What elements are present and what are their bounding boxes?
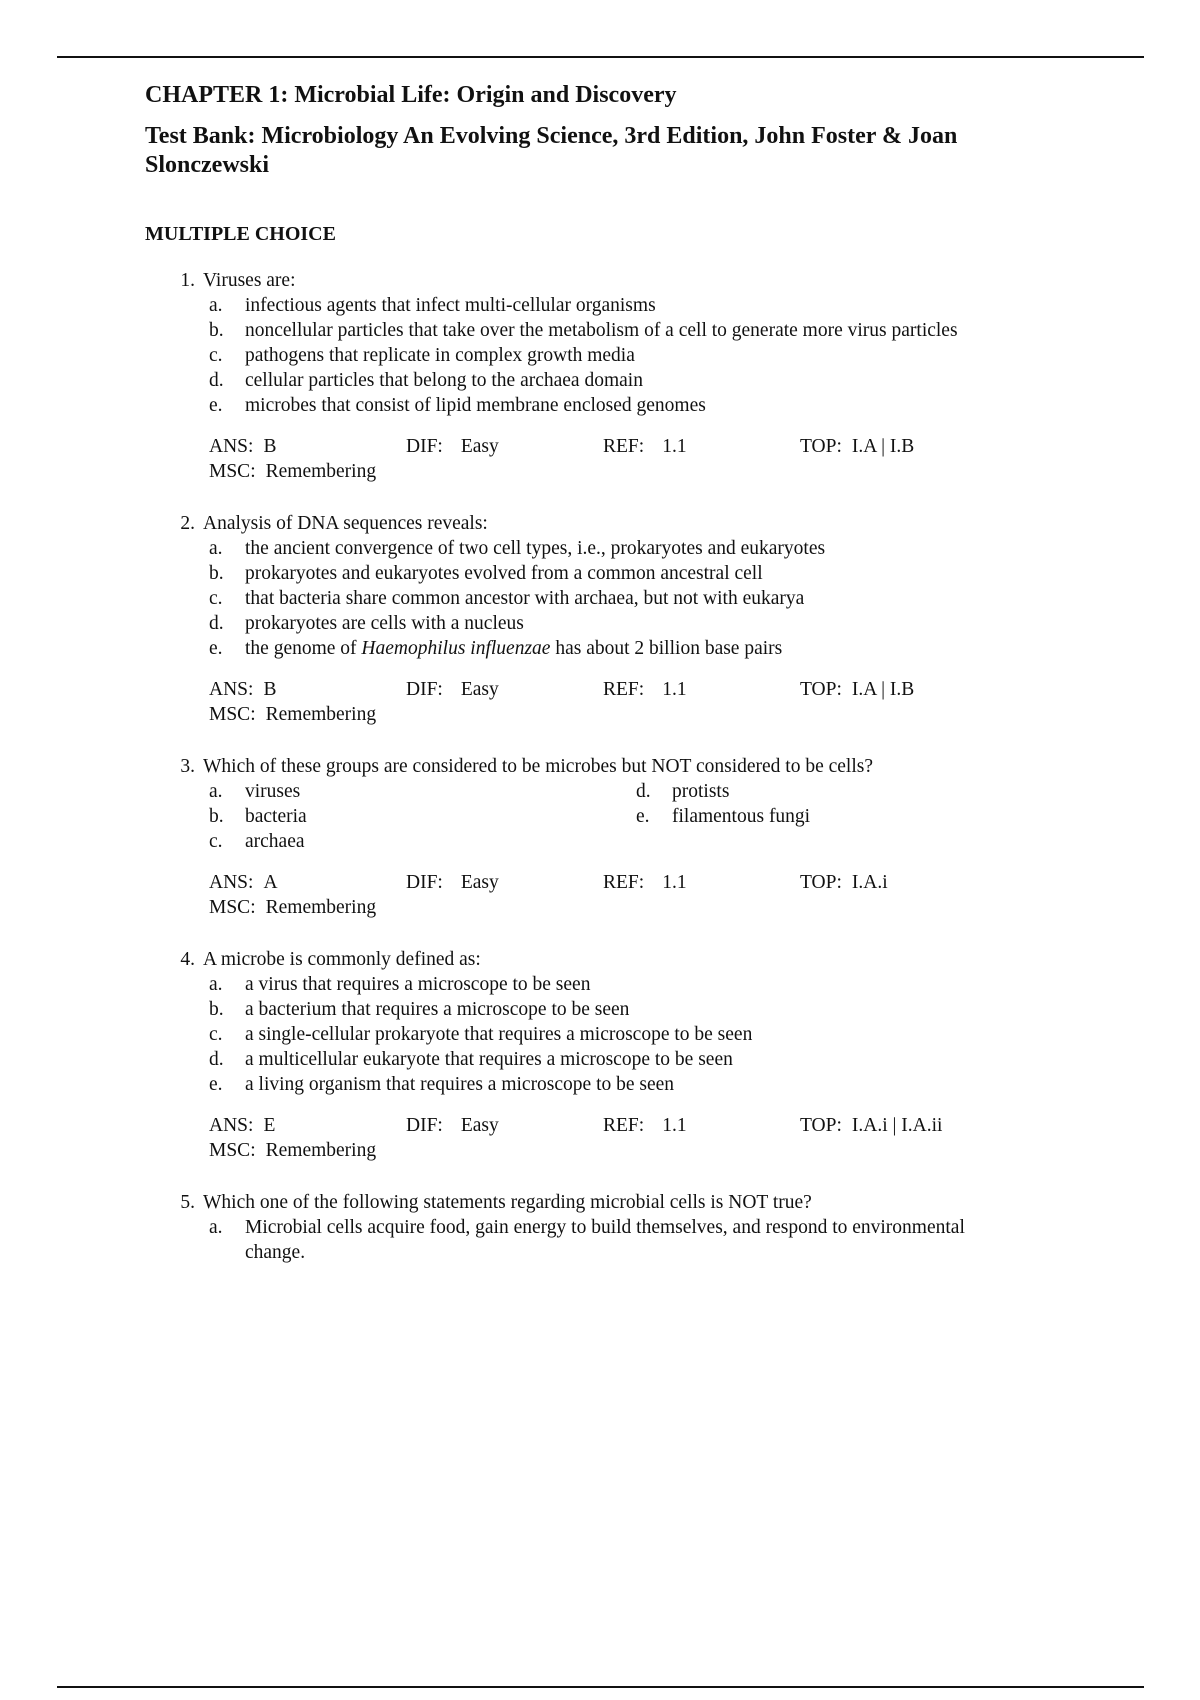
question-1 <box>145 268 1065 484</box>
options-list <box>209 536 1065 661</box>
answer-meta <box>209 677 1065 727</box>
msc: MSC: Remembering <box>209 704 377 725</box>
answer-meta <box>209 1113 1065 1163</box>
chapter-title: CHAPTER 1: Microbial Life: Origin and Discovery <box>145 82 677 108</box>
option-e: e. the genome of Haemophilus influenzae has about 2 billion base pairs <box>209 638 783 659</box>
option-e: e. a living organism that requires a microscope to be seen <box>209 1074 675 1095</box>
reference: REF: 1.1 <box>603 436 687 457</box>
options-list <box>209 293 1065 418</box>
option-a: a. viruses <box>209 781 301 802</box>
question-text: Viruses are: <box>203 270 296 291</box>
question-number: 3. <box>180 756 195 777</box>
option-b: b. prokaryotes and eukaryotes evolved from a common ancestral cell <box>209 563 763 584</box>
question-3 <box>145 754 1065 920</box>
option-a: a. a virus that requires a microscope to be seen <box>209 974 591 995</box>
msc: MSC: Remembering <box>209 461 377 482</box>
option-e: e. microbes that consist of lipid membrane enclosed genomes <box>209 395 706 416</box>
reference: REF: 1.1 <box>603 1115 687 1136</box>
options-list <box>209 779 1065 854</box>
answer-key: ANS: E <box>209 1115 276 1136</box>
topic: TOP: I.A.i | I.A.ii <box>800 1115 943 1136</box>
species-name: Haemophilus influenzae <box>361 638 551 659</box>
topic: TOP: I.A | I.B <box>800 679 915 700</box>
options-list <box>209 972 1065 1097</box>
reference: REF: 1.1 <box>603 679 687 700</box>
question-text: Which of these groups are considered to be microbes but NOT considered to be cells? <box>203 756 874 777</box>
answer-meta <box>209 870 1065 920</box>
option-a: a. Microbial cells acquire food, gain energy to build themselves, and respond to environmental change. <box>209 1217 965 1263</box>
difficulty: DIF: Easy <box>406 679 499 700</box>
question-5 <box>145 1190 1065 1265</box>
bottom-rule <box>57 1686 1144 1688</box>
option-d: d. a multicellular eukaryote that requires a microscope to be seen <box>209 1049 733 1070</box>
topic: TOP: I.A.i <box>800 872 888 893</box>
question-number: 5. <box>180 1192 195 1213</box>
option-d: d. cellular particles that belong to the archaea domain <box>209 370 643 391</box>
answer-key: ANS: A <box>209 872 278 893</box>
topic: TOP: I.A | I.B <box>800 436 915 457</box>
option-c: c. a single-cellular prokaryote that requires a microscope to be seen <box>209 1024 753 1045</box>
option-a: a. the ancient convergence of two cell types, i.e., prokaryotes and eukaryotes <box>209 538 826 559</box>
option-c: c. pathogens that replicate in complex growth media <box>209 345 635 366</box>
msc: MSC: Remembering <box>209 897 377 918</box>
option-b: b. a bacterium that requires a microscope to be seen <box>209 999 630 1020</box>
question-text: Which one of the following statements regarding microbial cells is NOT true? <box>203 1192 812 1213</box>
option-a: a. infectious agents that infect multi-cellular organisms <box>209 295 656 316</box>
answer-key: ANS: B <box>209 679 277 700</box>
question-number: 4. <box>180 949 195 970</box>
option-c: c. archaea <box>209 831 305 852</box>
difficulty: DIF: Easy <box>406 436 499 457</box>
option-c: c. that bacteria share common ancestor with archaea, but not with eukarya <box>209 588 805 609</box>
options-list <box>209 1215 1065 1265</box>
test-bank-subtitle: Test Bank: Microbiology An Evolving Science, 3rd Edition, John Foster & Joan Slonczewski <box>145 123 958 178</box>
difficulty: DIF: Easy <box>406 872 499 893</box>
reference: REF: 1.1 <box>603 872 687 893</box>
question-4 <box>145 947 1065 1163</box>
answer-key: ANS: B <box>209 436 277 457</box>
option-e: e. filamentous fungi <box>636 806 811 827</box>
question-2 <box>145 511 1065 727</box>
question-text: A microbe is commonly defined as: <box>203 949 481 970</box>
msc: MSC: Remembering <box>209 1140 377 1161</box>
question-text: Analysis of DNA sequences reveals: <box>203 513 488 534</box>
top-rule <box>57 56 1144 58</box>
option-b: b. bacteria <box>209 806 307 827</box>
answer-meta <box>209 434 1065 484</box>
question-number: 2. <box>180 513 195 534</box>
question-number: 1. <box>180 270 195 291</box>
option-b: b. noncellular particles that take over the metabolism of a cell to generate more virus particles <box>209 320 958 341</box>
page-content <box>145 80 1065 1292</box>
difficulty: DIF: Easy <box>406 1115 499 1136</box>
section-heading: MULTIPLE CHOICE <box>145 223 336 245</box>
option-d: d. prokaryotes are cells with a nucleus <box>209 613 524 634</box>
option-d: d. protists <box>636 781 730 802</box>
